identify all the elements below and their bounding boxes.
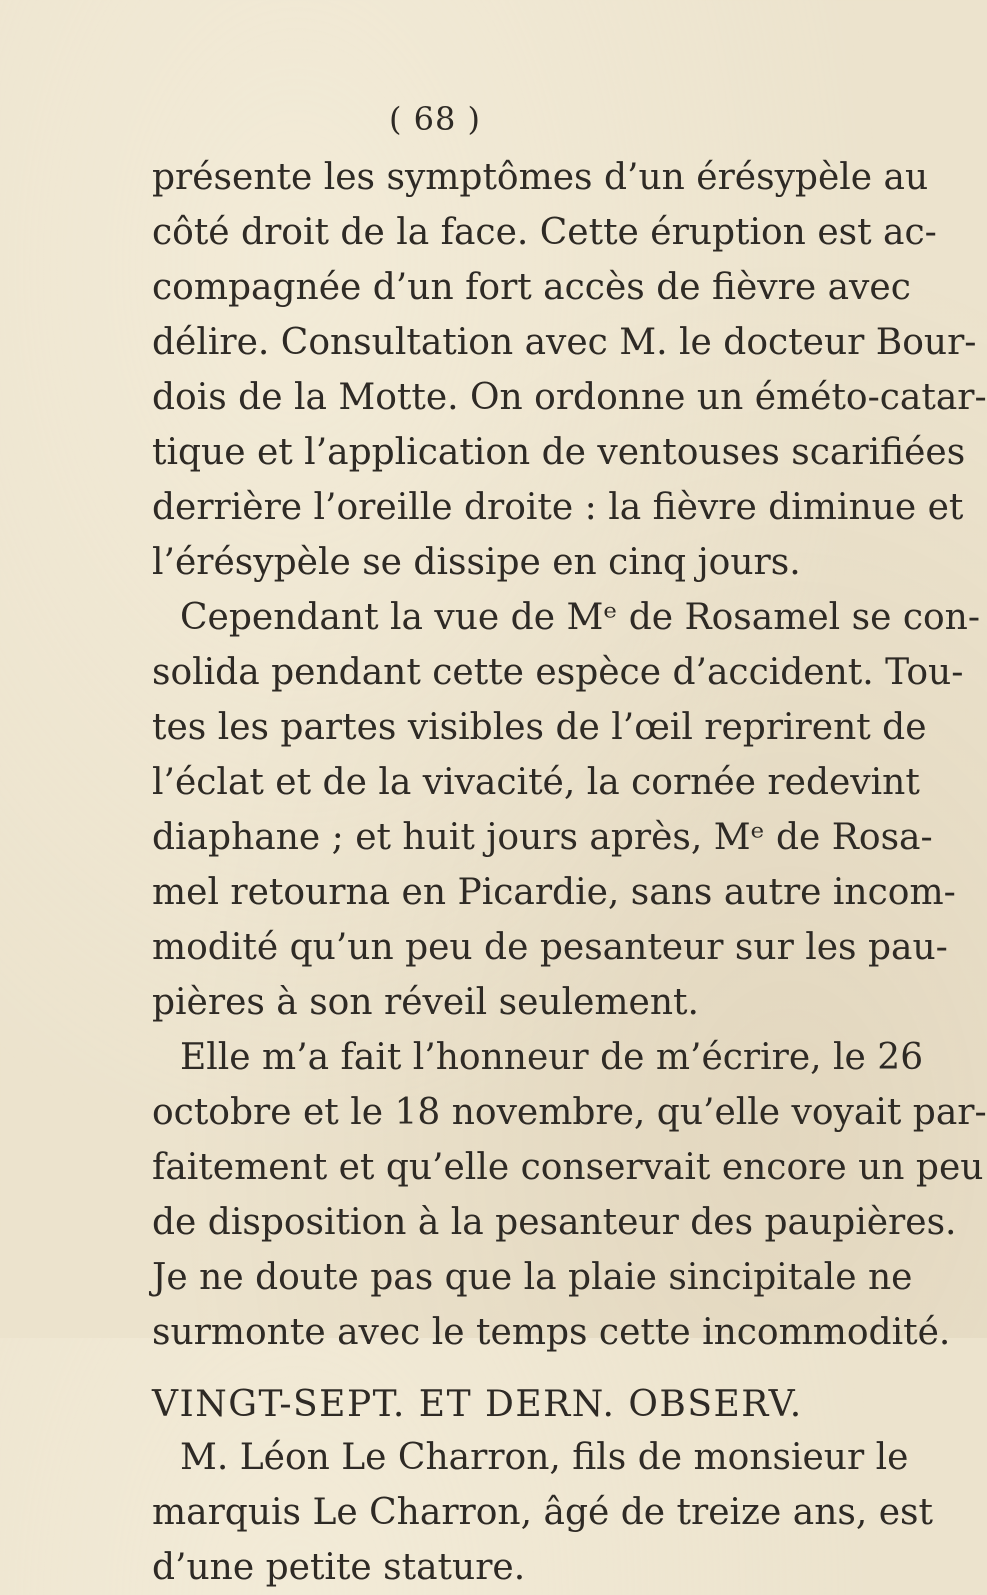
text-line: octobre et le 18 novembre, qu’elle voyait par-	[152, 1092, 987, 1133]
text-line: l’éclat et de la vivacité, la cornée redevint	[152, 762, 920, 803]
page-number: ( 68 )	[388, 100, 482, 138]
text-line: diaphane ; et huit jours après, Mᵉ de Rosa-	[152, 817, 933, 858]
text-line: de disposition à la pesanteur des paupières.	[152, 1202, 957, 1243]
paragraph	[152, 590, 981, 1030]
text-line: tique et l’application de ventouses scarifiées	[152, 432, 966, 473]
text-line: dois de la Motte. On ordonne un éméto-catar-	[152, 377, 987, 418]
text-line: M. Léon Le Charron, fils de monsieur le	[180, 1437, 909, 1478]
paragraph	[152, 150, 987, 590]
text-line: l’érésypèle se dissipe en cinq jours.	[152, 542, 801, 583]
text-line: Cependant la vue de Mᵉ de Rosamel se con-	[180, 597, 981, 638]
text-line: derrière l’oreille droite : la fièvre diminue et	[152, 487, 964, 528]
text-line: Elle m’a fait l’honneur de m’écrire, le 26	[180, 1037, 924, 1078]
text-line: présente les symptômes d’un érésypèle au	[152, 157, 929, 198]
text-line: pières à son réveil seulement.	[152, 982, 699, 1023]
text-line: délire. Consultation avec M. le docteur Bour-	[152, 322, 977, 363]
paragraph	[152, 1030, 987, 1360]
page-text	[152, 150, 987, 1595]
text-line: modité qu’un peu de pesanteur sur les pau-	[152, 927, 948, 968]
text-line: tes les partes visibles de l’œil reprirent de	[152, 707, 927, 748]
paragraph	[152, 1430, 933, 1595]
section-heading: VINGT-SEPT. ET DERN. OBSERV.	[152, 1384, 803, 1425]
text-line: Je ne doute pas que la plaie sincipitale ne	[152, 1257, 913, 1298]
text-line: faitement et qu’elle conservait encore un peu	[152, 1147, 984, 1188]
text-line: compagnée d’un fort accès de fièvre avec	[152, 267, 911, 308]
text-line: d’une petite stature.	[152, 1547, 526, 1588]
text-line: surmonte avec le temps cette incommodité.	[152, 1312, 951, 1353]
text-line: solida pendant cette espèce d’accident. Tou-	[152, 652, 964, 693]
text-line: mel retourna en Picardie, sans autre incom-	[152, 872, 956, 913]
text-line: côté droit de la face. Cette éruption est ac-	[152, 212, 937, 253]
text-line: marquis Le Charron, âgé de treize ans, est	[152, 1492, 933, 1533]
